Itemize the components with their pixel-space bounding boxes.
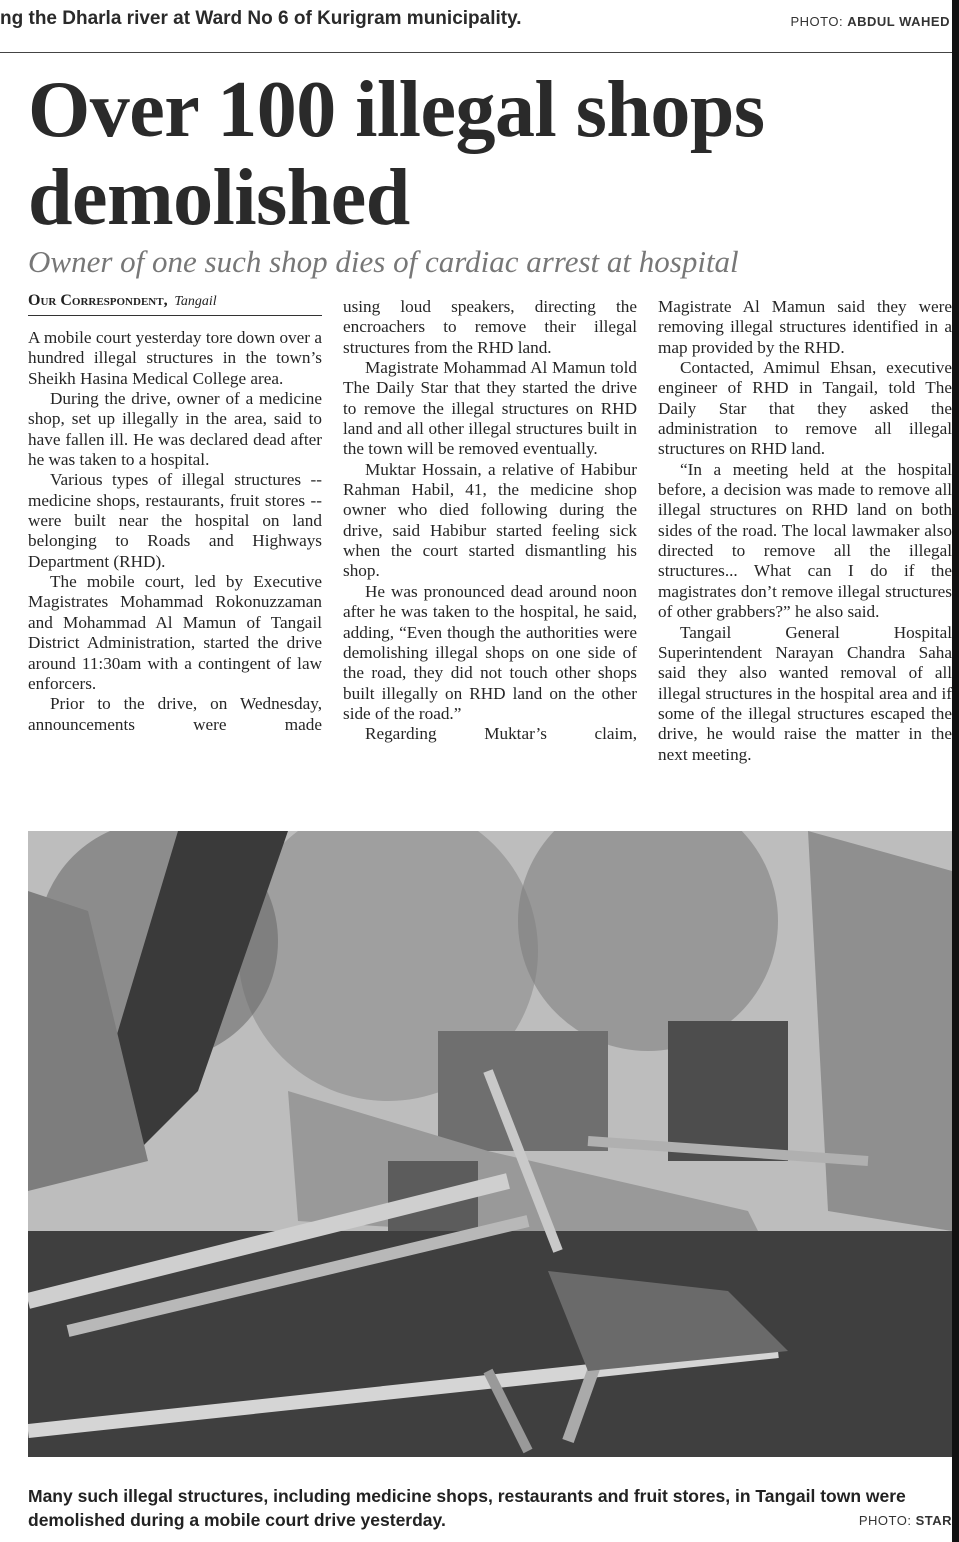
- paragraph: He was pronounced dead around noon after he was taken to the hospital, he said, adding, “Even though the authorities were demolishing illegal shops on one side of the road, they did not touch other shops built illegally on RHD land on the other side of the road.”: [343, 581, 637, 723]
- page-edge-bar: [952, 0, 959, 1542]
- top-photo-strip: [0, 0, 952, 53]
- previous-photo-credit: [791, 14, 951, 29]
- article-column-2: [343, 297, 637, 745]
- paragraph: Magistrate Mohammad Al Mamun told The Daily Star that they started the drive to remove the illegal structures on RHD land and all other illegal structures built in the town will be removed eventually.: [343, 358, 637, 459]
- paragraph: Contacted, Amimul Ehsan, executive engineer of RHD in Tangail, told The Daily Star that they asked the administration to remove all illegal structures on RHD land.: [658, 358, 952, 459]
- paragraph: using loud speakers, directing the encroachers to remove their illegal structures from the RHD land.: [343, 297, 637, 357]
- credit-prefix: PHOTO:: [790, 14, 844, 29]
- paragraph: Tangail General Hospital Superintendent Narayan Chandra Saha said they also wanted removal of all illegal structures in the hospital area and if some of the illegal structures escaped the drive, he would raise the matter in the next meeting.: [658, 622, 952, 764]
- article-column-1: [28, 328, 322, 735]
- news-photo-demolished-shops: [28, 831, 952, 1457]
- byline-name: Our Correspondent,: [28, 292, 168, 309]
- paragraph: The mobile court, led by Executive Magistrates Mohammad Rokonuzzaman and Mohammad Al Mamun of Tangail District Administration, started the drive around 11:30am with a contingent of law enforcers.: [28, 572, 322, 693]
- headline: Over 100 illegal shops demolished: [28, 66, 765, 242]
- credit-name: STAR: [915, 1513, 952, 1528]
- paragraph: “In a meeting held at the hospital before, a decision was made to remove all illegal structures on RHD land on both sides of the road. The local lawmaker also directed to remove all the illegal structures... What can I do if the magistrates don’t remove illegal structures of other grabbers?” he also said.: [658, 459, 952, 622]
- paragraph: Regarding Muktar’s claim,: [365, 724, 637, 744]
- photo-illustration: [28, 831, 952, 1457]
- previous-photo-caption: ng the Dharla river at Ward No 6 of Kurigram municipality.: [0, 8, 522, 29]
- article-column-3: [658, 297, 952, 765]
- paragraph: Various types of illegal structures -- medicine shops, restaurants, fruit stores -- were built near the hospital on land belonging to Roads and Highways Department (RHD).: [28, 470, 322, 571]
- paragraph: A mobile court yesterday tore down over a hundred illegal structures in the town’s Sheikh Hasina Medical College area.: [28, 328, 322, 388]
- credit-name: ABDUL WAHED: [847, 14, 950, 29]
- paragraph: Prior to the drive, on Wednesday, announcements were made: [28, 694, 322, 734]
- photo-credit: [859, 1513, 952, 1528]
- paragraph: Magistrate Al Mamun said they were removing illegal structures identified in a map provided by the RHD.: [658, 297, 952, 357]
- credit-prefix: PHOTO:: [858, 1513, 912, 1528]
- paragraph: Muktar Hossain, a relative of Habibur Rahman Habil, 41, the medicine shop owner who died following during the drive, said Habibur started feeling sick when the court started dismantling his shop.: [343, 459, 637, 581]
- byline-place: Tangail: [174, 294, 217, 309]
- photo-caption: Many such illegal structures, including medicine shops, restaurants and fruit stores, in Tangail town were demolished during a mobile court drive yesterday.: [28, 1486, 906, 1530]
- byline: [28, 292, 322, 316]
- subheadline: Owner of one such shop dies of cardiac arrest at hospital: [28, 244, 739, 279]
- paragraph: During the drive, owner of a medicine shop, set up illegally in the area, said to have fallen ill. He was declared dead after he was taken to a hospital.: [28, 389, 322, 470]
